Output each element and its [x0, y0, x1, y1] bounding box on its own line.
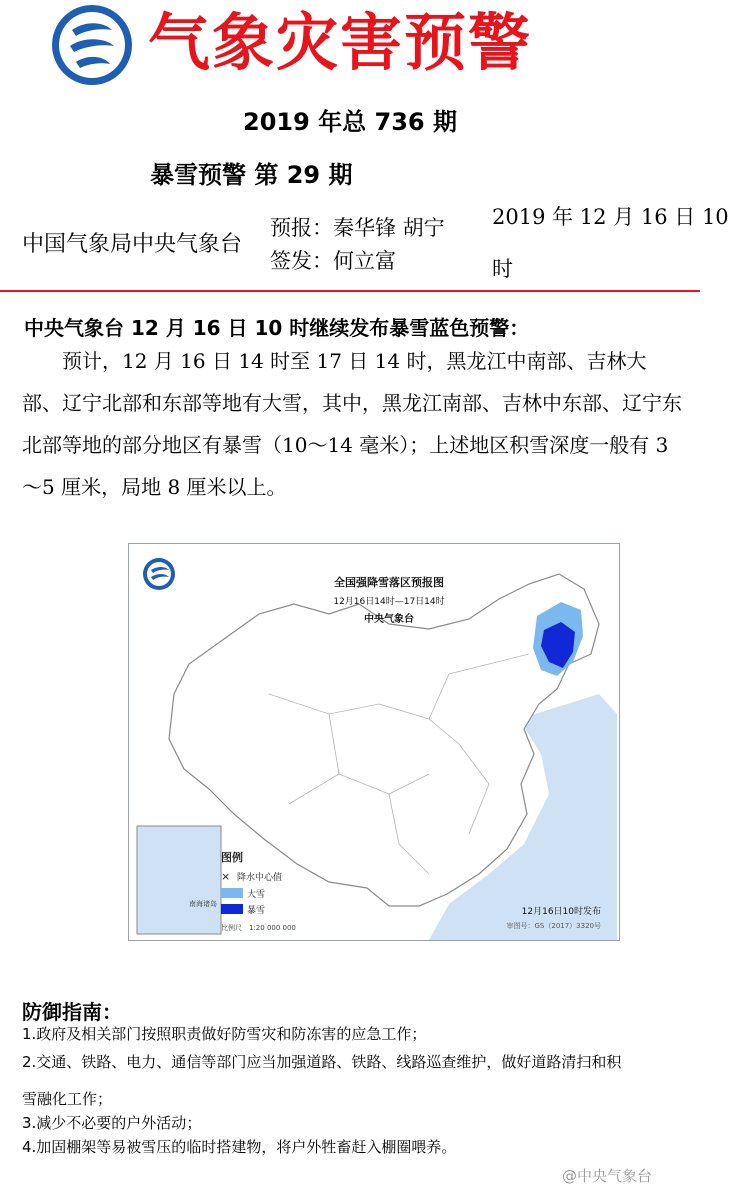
guide-item: 2.交通、铁路、电力、通信等部门应当加强道路、铁路、线路巡查维护，做好道路清扫和积 [22, 1053, 622, 1071]
alert-headline: 中央气象台 12 月 16 日 10 时继续发布暴雪蓝色预警： [24, 316, 530, 340]
cma-logo-icon [46, 2, 138, 88]
issue-total-number: 2019 年总 736 期 [243, 108, 457, 136]
weibo-watermark: @中央气象台 [562, 1167, 653, 1185]
map-approval-number: 审图号：GS（2017）3320号 [506, 922, 601, 930]
snowfall-forecast-map [128, 543, 620, 941]
legend-center-label: 降水中心值 [237, 873, 283, 883]
legend-blizzard-label: 暴雪 [247, 906, 266, 916]
inset-label: 南海诸岛 [189, 900, 217, 908]
issue-date: 2019 年 12 月 16 日 10 [492, 205, 729, 229]
map-period: 12月16日14时—17日14时 [333, 597, 445, 607]
map-agency: 中央气象台 [364, 614, 414, 625]
guide-item: 雪融化工作； [22, 1090, 113, 1108]
legend-center-marker: × [221, 870, 231, 883]
guide-title: 防御指南： [22, 1000, 122, 1024]
issuing-agency: 中国气象局中央气象台 [22, 232, 243, 257]
header-divider [0, 290, 700, 292]
map-issued-time: 12月16日10时发布 [521, 907, 601, 917]
legend-heavy-label: 大雪 [247, 890, 266, 900]
guide-item: 1.政府及相关部门按照职责做好防雪灾和防冻害的应急工作； [22, 1025, 427, 1043]
legend-blizzard-swatch [221, 904, 243, 914]
alert-body: 预计，12 月 16 日 14 时至 17 日 14 时，黑龙江中南部、吉林大部、辽宁北部和东部等地有大雪，其中，黑龙江南部、吉林中东部、辽宁东北部等地的部分地区有暴雪（10～14 毫米）；上述地区积雪深度一般有 3～5 厘米，局地 8 厘米以上。 [22, 349, 682, 499]
blizzard-issue-number: 暴雪预警 第 29 期 [150, 161, 353, 189]
document-title: 气象灾害预警 [148, 6, 533, 79]
legend-heavy-swatch [221, 888, 243, 898]
map-title: 全国强降雪落区预报图 [334, 576, 444, 589]
signer-line: 签发：何立富 [270, 249, 396, 273]
map-scale: 比例尺 1:20 000 000 [221, 924, 296, 932]
issue-date-continued: 时 [492, 257, 513, 281]
guide-item: 4.加固棚架等易被雪压的临时搭建物，将户外牲畜赶入棚圈喂养。 [22, 1138, 457, 1156]
guide-item: 3.减少不必要的户外活动； [22, 1114, 202, 1132]
forecaster-line: 预报：秦华锋 胡宁 [270, 216, 445, 240]
legend-title: 图例 [221, 851, 243, 864]
